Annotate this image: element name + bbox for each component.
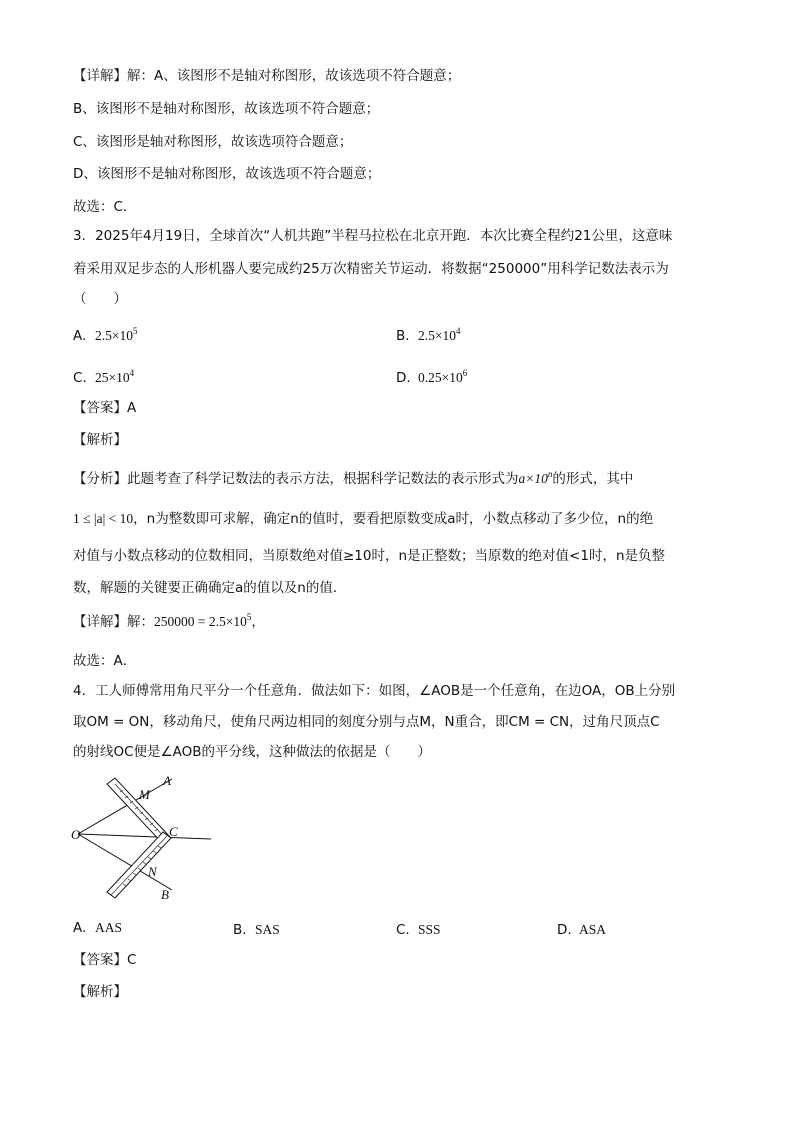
- answer-label: 【答案】: [73, 400, 127, 416]
- detail-line-b: B、该图形不是轴对称图形，故该选项不符合题意；: [73, 101, 380, 117]
- option-label: C.: [73, 370, 87, 386]
- choose-line: 故选：C．: [73, 199, 137, 215]
- option-text: SSS: [418, 922, 441, 937]
- q4-answer-line: [73, 950, 136, 970]
- q4-option-a: [73, 918, 122, 938]
- q3-fenxi-line4: 数，解题的关键要正确确定a的值以及n的值．: [73, 580, 347, 596]
- option-exp: 4: [456, 326, 461, 336]
- option-exp: 4: [129, 368, 135, 378]
- option-text: SAS: [255, 922, 280, 937]
- detail-line: [73, 66, 460, 86]
- option-coef: 2.5×10: [95, 328, 133, 343]
- q3-answer-line: [73, 398, 136, 418]
- option-coef: 2.5×10: [418, 328, 456, 343]
- q4-analysis-label: 【解析】: [73, 984, 127, 1000]
- label-a: A: [163, 773, 171, 788]
- fenxi-math: a×10: [518, 471, 548, 486]
- option-coef: 25×10: [95, 370, 130, 385]
- q3-detail-line: [73, 612, 265, 632]
- detail-line-d: D、该图形不是轴对称图形，故该选项不符合题意；: [73, 166, 381, 182]
- q3-fenxi-line3: 对值与小数点移动的位数相同，当原数绝对值≥10时，n是正整数；当原数的绝对值<1时，n是负整: [73, 548, 666, 564]
- option-label: A.: [73, 328, 87, 344]
- q3-stem-line2: 着采用双足步态的人形机器人要完成约25万次精密关节运动．将数据“250000”用科学记数法表示为: [73, 261, 669, 277]
- q3-option-c: [73, 368, 134, 388]
- answer-label: 【答案】: [73, 952, 127, 968]
- detail-end: ，: [251, 614, 265, 630]
- q4-stem-line1: 4．工人师傅常用角尺平分一个任意角．做法如下：如图，∠AOB是一个任意角，在边OA，OB上分别: [73, 683, 676, 699]
- fenxi-label: 【分析】: [73, 471, 127, 487]
- option-exp: 5: [133, 326, 138, 336]
- q4-option-c: [396, 920, 441, 940]
- q3-fenxi-line2: [73, 509, 653, 529]
- ray-oc: [78, 834, 211, 839]
- angle-ruler-figure: [68, 772, 228, 907]
- q4-stem-line2: 取OM = ON，移动角尺，使角尺两边相同的刻度分别与点M，N重合，即CM = CN，过角尺顶点C: [73, 714, 660, 730]
- q3-option-b: [396, 326, 461, 346]
- fenxi-text: ，n为整数即可求解，确定n的值时，要看把原数变成a时，小数点移动了多少位，n的绝: [133, 511, 654, 527]
- fenxi-end: 的形式，其中: [552, 471, 634, 487]
- option-label: D.: [396, 370, 411, 386]
- label-n: N: [148, 864, 157, 879]
- q3-fenxi-line1: [73, 469, 633, 489]
- fenxi-abs-inequality: 1 ≤ |a| < 10: [73, 511, 134, 526]
- q3-option-d: [396, 368, 467, 388]
- detail-text: 解：A、该图形不是轴对称图形，故该选项不符合题意；: [127, 68, 461, 84]
- option-text: ASA: [579, 922, 607, 937]
- label-c: C: [169, 824, 178, 839]
- q3-analysis-label: 【解析】: [73, 432, 127, 448]
- label-b: B: [161, 887, 169, 902]
- option-label: B.: [233, 922, 247, 938]
- detail-exp: 5: [246, 612, 252, 622]
- detail-line-c: C、该图形是轴对称图形，故该选项符合题意；: [73, 134, 353, 150]
- q3-stem-line1: 3．2025年4月19日，全球首次“人机共跑”半程马拉松在北京开跑．本次比赛全程约21公里，这意味: [73, 228, 673, 244]
- detail-label: 【详解】: [73, 614, 127, 630]
- fenxi-exp: n: [547, 469, 553, 479]
- q3-choose-line: 故选：A．: [73, 653, 137, 669]
- detail-label: 【详解】: [73, 68, 127, 84]
- q4-option-d: [557, 920, 606, 940]
- option-exp: 6: [462, 368, 468, 378]
- label-m: M: [139, 787, 150, 802]
- label-o: O: [71, 827, 81, 842]
- q4-option-b: [233, 920, 280, 940]
- q4-stem-line3: 的射线OC便是∠AOB的平分线，这种做法的依据是（ ）: [73, 744, 432, 760]
- option-label: B.: [396, 328, 410, 344]
- option-label: C.: [396, 922, 410, 938]
- option-text: AAS: [95, 920, 123, 935]
- detail-math: 解：250000 = 2.5×10: [127, 614, 247, 629]
- answer-value: A: [127, 400, 137, 416]
- option-label: A.: [73, 920, 87, 936]
- q3-stem-line3: （ ）: [73, 291, 127, 307]
- option-coef: 0.25×10: [418, 370, 463, 385]
- option-label: D.: [557, 922, 572, 938]
- q3-option-a: [73, 326, 138, 346]
- fenxi-text: 此题考查了科学记数法的表示方法，根据科学记数法的表示形式为: [127, 471, 519, 487]
- answer-value: C: [127, 952, 137, 968]
